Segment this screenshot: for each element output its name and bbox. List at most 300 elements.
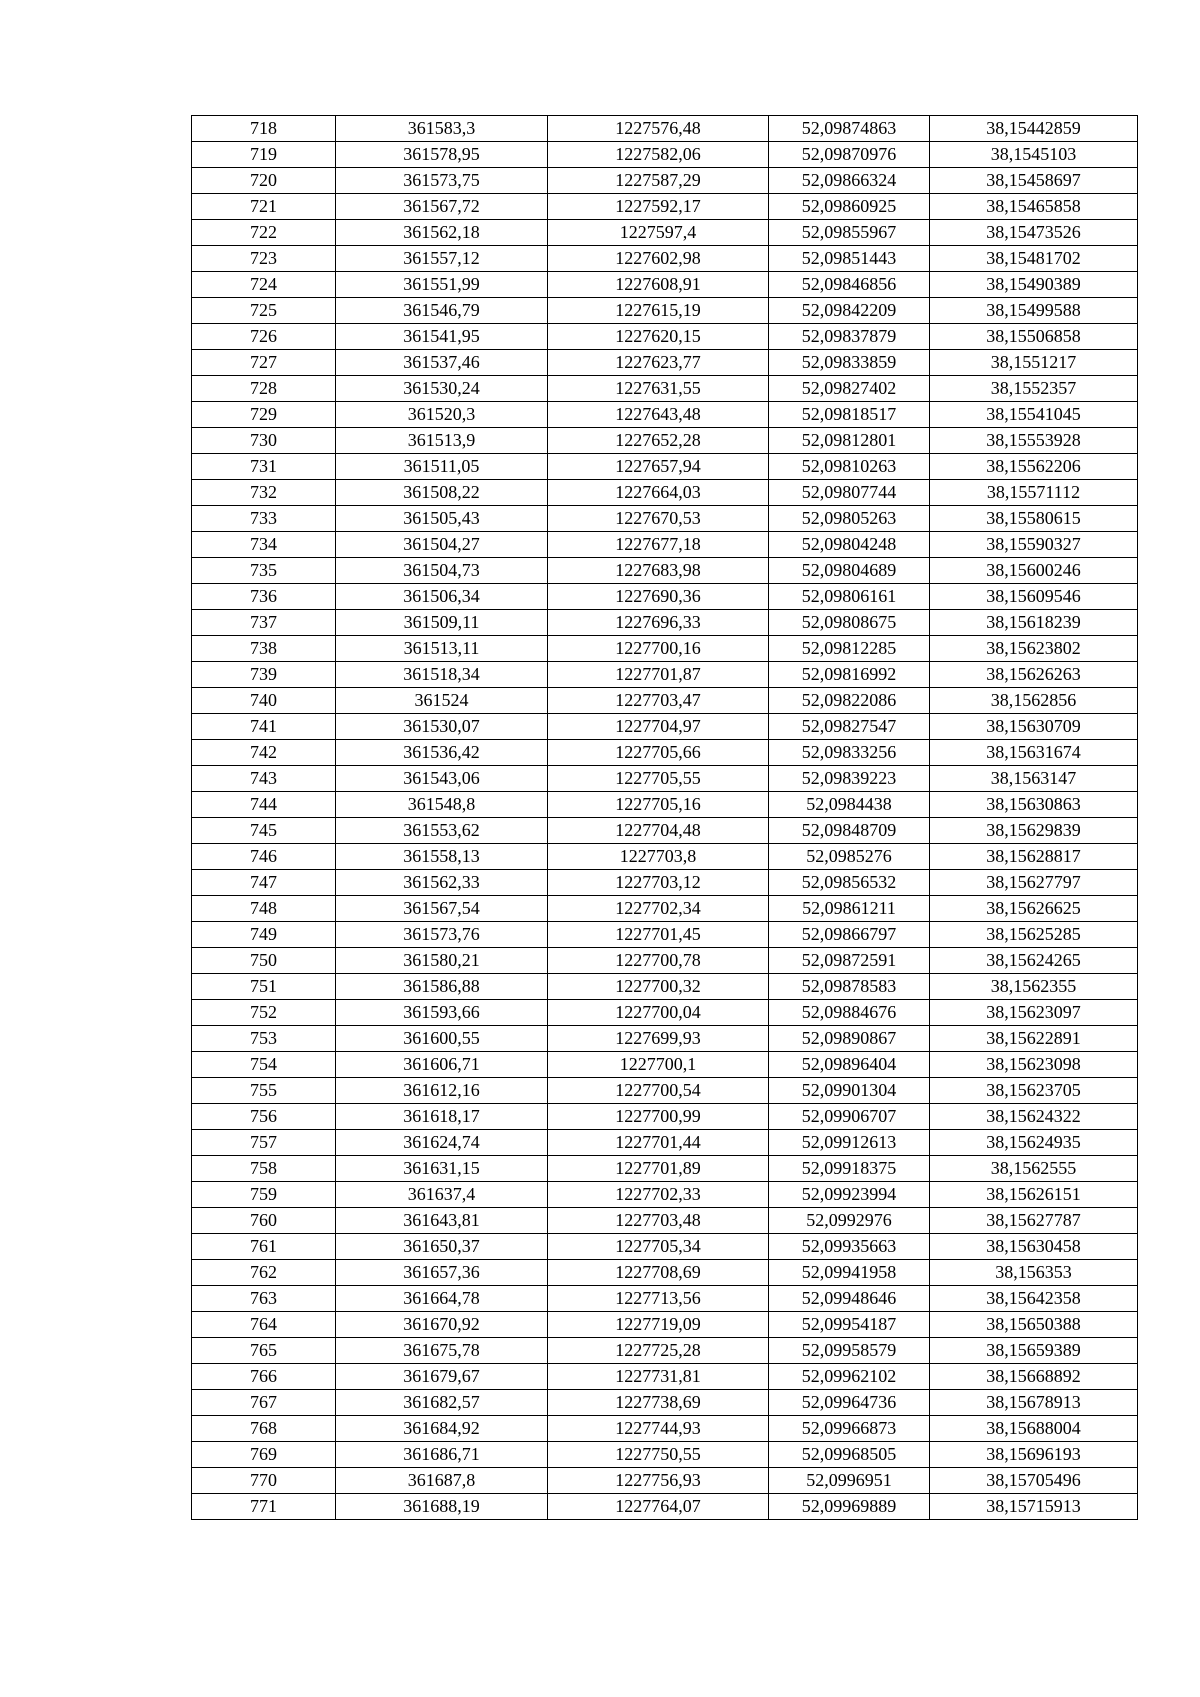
point-number-cell: 741 — [192, 714, 336, 740]
y-coordinate-cell: 1227703,48 — [548, 1208, 769, 1234]
longitude-cell: 38,15590327 — [930, 532, 1138, 558]
y-coordinate-cell: 1227703,12 — [548, 870, 769, 896]
longitude-cell: 38,1545103 — [930, 142, 1138, 168]
longitude-cell: 38,15600246 — [930, 558, 1138, 584]
point-number-cell: 757 — [192, 1130, 336, 1156]
latitude-cell: 52,09866324 — [769, 168, 930, 194]
point-number-cell: 769 — [192, 1442, 336, 1468]
table-row — [192, 1156, 1138, 1182]
latitude-cell: 52,09918375 — [769, 1156, 930, 1182]
table-row — [192, 948, 1138, 974]
point-number-cell: 748 — [192, 896, 336, 922]
table-row — [192, 142, 1138, 168]
table-row — [192, 688, 1138, 714]
longitude-cell: 38,1562355 — [930, 974, 1138, 1000]
point-number-cell: 770 — [192, 1468, 336, 1494]
y-coordinate-cell: 1227631,55 — [548, 376, 769, 402]
table-row — [192, 272, 1138, 298]
x-coordinate-cell: 361553,62 — [336, 818, 548, 844]
x-coordinate-cell: 361586,88 — [336, 974, 548, 1000]
table-row — [192, 1442, 1138, 1468]
x-coordinate-cell: 361543,06 — [336, 766, 548, 792]
y-coordinate-cell: 1227608,91 — [548, 272, 769, 298]
y-coordinate-cell: 1227602,98 — [548, 246, 769, 272]
point-number-cell: 758 — [192, 1156, 336, 1182]
y-coordinate-cell: 1227670,53 — [548, 506, 769, 532]
table-row — [192, 324, 1138, 350]
point-number-cell: 755 — [192, 1078, 336, 1104]
latitude-cell: 52,09842209 — [769, 298, 930, 324]
y-coordinate-cell: 1227587,29 — [548, 168, 769, 194]
x-coordinate-cell: 361511,05 — [336, 454, 548, 480]
longitude-cell: 38,15625285 — [930, 922, 1138, 948]
latitude-cell: 52,09884676 — [769, 1000, 930, 1026]
table-row — [192, 1494, 1138, 1520]
point-number-cell: 753 — [192, 1026, 336, 1052]
longitude-cell: 38,15626625 — [930, 896, 1138, 922]
y-coordinate-cell: 1227696,33 — [548, 610, 769, 636]
latitude-cell: 52,0984438 — [769, 792, 930, 818]
point-number-cell: 752 — [192, 1000, 336, 1026]
y-coordinate-cell: 1227702,33 — [548, 1182, 769, 1208]
x-coordinate-cell: 361686,71 — [336, 1442, 548, 1468]
table-row — [192, 922, 1138, 948]
y-coordinate-cell: 1227705,66 — [548, 740, 769, 766]
x-coordinate-cell: 361612,16 — [336, 1078, 548, 1104]
latitude-cell: 52,09833859 — [769, 350, 930, 376]
y-coordinate-cell: 1227677,18 — [548, 532, 769, 558]
y-coordinate-cell: 1227731,81 — [548, 1364, 769, 1390]
latitude-cell: 52,09839223 — [769, 766, 930, 792]
y-coordinate-cell: 1227713,56 — [548, 1286, 769, 1312]
y-coordinate-cell: 1227582,06 — [548, 142, 769, 168]
x-coordinate-cell: 361580,21 — [336, 948, 548, 974]
point-number-cell: 744 — [192, 792, 336, 818]
table-row — [192, 1026, 1138, 1052]
longitude-cell: 38,15626263 — [930, 662, 1138, 688]
table-row — [192, 376, 1138, 402]
latitude-cell: 52,09878583 — [769, 974, 930, 1000]
x-coordinate-cell: 361670,92 — [336, 1312, 548, 1338]
table-row — [192, 558, 1138, 584]
longitude-cell: 38,15624322 — [930, 1104, 1138, 1130]
table-row — [192, 480, 1138, 506]
y-coordinate-cell: 1227725,28 — [548, 1338, 769, 1364]
x-coordinate-cell: 361551,99 — [336, 272, 548, 298]
latitude-cell: 52,09812285 — [769, 636, 930, 662]
point-number-cell: 737 — [192, 610, 336, 636]
latitude-cell: 52,09923994 — [769, 1182, 930, 1208]
x-coordinate-cell: 361606,71 — [336, 1052, 548, 1078]
latitude-cell: 52,09912613 — [769, 1130, 930, 1156]
latitude-cell: 52,09804689 — [769, 558, 930, 584]
x-coordinate-cell: 361618,17 — [336, 1104, 548, 1130]
point-number-cell: 759 — [192, 1182, 336, 1208]
table-row — [192, 350, 1138, 376]
longitude-cell: 38,15553928 — [930, 428, 1138, 454]
point-number-cell: 750 — [192, 948, 336, 974]
table-row — [192, 818, 1138, 844]
x-coordinate-cell: 361688,19 — [336, 1494, 548, 1520]
latitude-cell: 52,09941958 — [769, 1260, 930, 1286]
x-coordinate-cell: 361530,24 — [336, 376, 548, 402]
table-row — [192, 506, 1138, 532]
x-coordinate-cell: 361537,46 — [336, 350, 548, 376]
y-coordinate-cell: 1227643,48 — [548, 402, 769, 428]
y-coordinate-cell: 1227708,69 — [548, 1260, 769, 1286]
y-coordinate-cell: 1227704,48 — [548, 818, 769, 844]
latitude-cell: 52,09827547 — [769, 714, 930, 740]
y-coordinate-cell: 1227700,04 — [548, 1000, 769, 1026]
longitude-cell: 38,15571112 — [930, 480, 1138, 506]
y-coordinate-cell: 1227701,89 — [548, 1156, 769, 1182]
coordinates-table — [191, 115, 1138, 1520]
y-coordinate-cell: 1227738,69 — [548, 1390, 769, 1416]
x-coordinate-cell: 361530,07 — [336, 714, 548, 740]
table-row — [192, 246, 1138, 272]
latitude-cell: 52,09808675 — [769, 610, 930, 636]
x-coordinate-cell: 361567,54 — [336, 896, 548, 922]
x-coordinate-cell: 361637,4 — [336, 1182, 548, 1208]
latitude-cell: 52,09860925 — [769, 194, 930, 220]
point-number-cell: 766 — [192, 1364, 336, 1390]
x-coordinate-cell: 361578,95 — [336, 142, 548, 168]
x-coordinate-cell: 361506,34 — [336, 584, 548, 610]
longitude-cell: 38,15630863 — [930, 792, 1138, 818]
point-number-cell: 762 — [192, 1260, 336, 1286]
table-row — [192, 1468, 1138, 1494]
x-coordinate-cell: 361524 — [336, 688, 548, 714]
longitude-cell: 38,15562206 — [930, 454, 1138, 480]
longitude-cell: 38,15623098 — [930, 1052, 1138, 1078]
x-coordinate-cell: 361558,13 — [336, 844, 548, 870]
point-number-cell: 763 — [192, 1286, 336, 1312]
x-coordinate-cell: 361518,34 — [336, 662, 548, 688]
y-coordinate-cell: 1227592,17 — [548, 194, 769, 220]
coordinates-table-body — [192, 116, 1138, 1520]
latitude-cell: 52,0985276 — [769, 844, 930, 870]
table-row — [192, 532, 1138, 558]
y-coordinate-cell: 1227700,16 — [548, 636, 769, 662]
x-coordinate-cell: 361567,72 — [336, 194, 548, 220]
latitude-cell: 52,09855967 — [769, 220, 930, 246]
longitude-cell: 38,15715913 — [930, 1494, 1138, 1520]
longitude-cell: 38,15631674 — [930, 740, 1138, 766]
x-coordinate-cell: 361546,79 — [336, 298, 548, 324]
x-coordinate-cell: 361583,3 — [336, 116, 548, 142]
point-number-cell: 726 — [192, 324, 336, 350]
longitude-cell: 38,15490389 — [930, 272, 1138, 298]
x-coordinate-cell: 361675,78 — [336, 1338, 548, 1364]
y-coordinate-cell: 1227701,44 — [548, 1130, 769, 1156]
latitude-cell: 52,09966873 — [769, 1416, 930, 1442]
y-coordinate-cell: 1227700,99 — [548, 1104, 769, 1130]
y-coordinate-cell: 1227657,94 — [548, 454, 769, 480]
point-number-cell: 751 — [192, 974, 336, 1000]
latitude-cell: 52,09827402 — [769, 376, 930, 402]
longitude-cell: 38,15473526 — [930, 220, 1138, 246]
latitude-cell: 52,09804248 — [769, 532, 930, 558]
longitude-cell: 38,156353 — [930, 1260, 1138, 1286]
y-coordinate-cell: 1227705,55 — [548, 766, 769, 792]
latitude-cell: 52,09848709 — [769, 818, 930, 844]
x-coordinate-cell: 361513,9 — [336, 428, 548, 454]
latitude-cell: 52,09872591 — [769, 948, 930, 974]
x-coordinate-cell: 361573,75 — [336, 168, 548, 194]
y-coordinate-cell: 1227700,1 — [548, 1052, 769, 1078]
table-row — [192, 1208, 1138, 1234]
longitude-cell: 38,15688004 — [930, 1416, 1138, 1442]
table-row — [192, 636, 1138, 662]
point-number-cell: 733 — [192, 506, 336, 532]
longitude-cell: 38,15506858 — [930, 324, 1138, 350]
table-row — [192, 792, 1138, 818]
table-row — [192, 1286, 1138, 1312]
point-number-cell: 746 — [192, 844, 336, 870]
y-coordinate-cell: 1227597,4 — [548, 220, 769, 246]
point-number-cell: 722 — [192, 220, 336, 246]
point-number-cell: 725 — [192, 298, 336, 324]
x-coordinate-cell: 361682,57 — [336, 1390, 548, 1416]
y-coordinate-cell: 1227690,36 — [548, 584, 769, 610]
latitude-cell: 52,09810263 — [769, 454, 930, 480]
x-coordinate-cell: 361562,33 — [336, 870, 548, 896]
table-row — [192, 1000, 1138, 1026]
longitude-cell: 38,15650388 — [930, 1312, 1138, 1338]
point-number-cell: 749 — [192, 922, 336, 948]
x-coordinate-cell: 361679,67 — [336, 1364, 548, 1390]
y-coordinate-cell: 1227703,47 — [548, 688, 769, 714]
table-row — [192, 974, 1138, 1000]
x-coordinate-cell: 361504,73 — [336, 558, 548, 584]
latitude-cell: 52,09948646 — [769, 1286, 930, 1312]
point-number-cell: 745 — [192, 818, 336, 844]
x-coordinate-cell: 361562,18 — [336, 220, 548, 246]
table-row — [192, 1312, 1138, 1338]
y-coordinate-cell: 1227664,03 — [548, 480, 769, 506]
point-number-cell: 719 — [192, 142, 336, 168]
longitude-cell: 38,15622891 — [930, 1026, 1138, 1052]
point-number-cell: 720 — [192, 168, 336, 194]
y-coordinate-cell: 1227744,93 — [548, 1416, 769, 1442]
latitude-cell: 52,09822086 — [769, 688, 930, 714]
point-number-cell: 742 — [192, 740, 336, 766]
latitude-cell: 52,09962102 — [769, 1364, 930, 1390]
longitude-cell: 38,15696193 — [930, 1442, 1138, 1468]
latitude-cell: 52,09964736 — [769, 1390, 930, 1416]
point-number-cell: 740 — [192, 688, 336, 714]
latitude-cell: 52,09846856 — [769, 272, 930, 298]
longitude-cell: 38,15705496 — [930, 1468, 1138, 1494]
longitude-cell: 38,15630458 — [930, 1234, 1138, 1260]
x-coordinate-cell: 361657,36 — [336, 1260, 548, 1286]
latitude-cell: 52,09890867 — [769, 1026, 930, 1052]
longitude-cell: 38,15609546 — [930, 584, 1138, 610]
point-number-cell: 728 — [192, 376, 336, 402]
y-coordinate-cell: 1227705,34 — [548, 1234, 769, 1260]
point-number-cell: 760 — [192, 1208, 336, 1234]
table-row — [192, 1052, 1138, 1078]
table-row — [192, 1182, 1138, 1208]
table-row — [192, 194, 1138, 220]
table-row — [192, 298, 1138, 324]
point-number-cell: 727 — [192, 350, 336, 376]
x-coordinate-cell: 361650,37 — [336, 1234, 548, 1260]
point-number-cell: 761 — [192, 1234, 336, 1260]
point-number-cell: 723 — [192, 246, 336, 272]
latitude-cell: 52,09818517 — [769, 402, 930, 428]
point-number-cell: 730 — [192, 428, 336, 454]
table-row — [192, 428, 1138, 454]
longitude-cell: 38,1552357 — [930, 376, 1138, 402]
y-coordinate-cell: 1227705,16 — [548, 792, 769, 818]
longitude-cell: 38,15624935 — [930, 1130, 1138, 1156]
longitude-cell: 38,1562555 — [930, 1156, 1138, 1182]
x-coordinate-cell: 361643,81 — [336, 1208, 548, 1234]
longitude-cell: 38,15627797 — [930, 870, 1138, 896]
y-coordinate-cell: 1227764,07 — [548, 1494, 769, 1520]
latitude-cell: 52,09805263 — [769, 506, 930, 532]
longitude-cell: 38,1563147 — [930, 766, 1138, 792]
table-row — [192, 844, 1138, 870]
latitude-cell: 52,09896404 — [769, 1052, 930, 1078]
point-number-cell: 736 — [192, 584, 336, 610]
y-coordinate-cell: 1227699,93 — [548, 1026, 769, 1052]
longitude-cell: 38,15623097 — [930, 1000, 1138, 1026]
x-coordinate-cell: 361508,22 — [336, 480, 548, 506]
table-row — [192, 740, 1138, 766]
x-coordinate-cell: 361684,92 — [336, 1416, 548, 1442]
longitude-cell: 38,15541045 — [930, 402, 1138, 428]
x-coordinate-cell: 361541,95 — [336, 324, 548, 350]
latitude-cell: 52,09812801 — [769, 428, 930, 454]
longitude-cell: 38,15481702 — [930, 246, 1138, 272]
table-row — [192, 1338, 1138, 1364]
latitude-cell: 52,09906707 — [769, 1104, 930, 1130]
y-coordinate-cell: 1227704,97 — [548, 714, 769, 740]
table-row — [192, 168, 1138, 194]
longitude-cell: 38,15618239 — [930, 610, 1138, 636]
latitude-cell: 52,09954187 — [769, 1312, 930, 1338]
point-number-cell: 771 — [192, 1494, 336, 1520]
table-row — [192, 1078, 1138, 1104]
y-coordinate-cell: 1227702,34 — [548, 896, 769, 922]
longitude-cell: 38,15678913 — [930, 1390, 1138, 1416]
longitude-cell: 38,15465858 — [930, 194, 1138, 220]
latitude-cell: 52,09901304 — [769, 1078, 930, 1104]
y-coordinate-cell: 1227719,09 — [548, 1312, 769, 1338]
x-coordinate-cell: 361504,27 — [336, 532, 548, 558]
longitude-cell: 38,15630709 — [930, 714, 1138, 740]
latitude-cell: 52,09851443 — [769, 246, 930, 272]
point-number-cell: 732 — [192, 480, 336, 506]
y-coordinate-cell: 1227701,87 — [548, 662, 769, 688]
y-coordinate-cell: 1227750,55 — [548, 1442, 769, 1468]
latitude-cell: 52,09968505 — [769, 1442, 930, 1468]
longitude-cell: 38,15623802 — [930, 636, 1138, 662]
y-coordinate-cell: 1227700,78 — [548, 948, 769, 974]
x-coordinate-cell: 361573,76 — [336, 922, 548, 948]
point-number-cell: 747 — [192, 870, 336, 896]
latitude-cell: 52,09969889 — [769, 1494, 930, 1520]
table-row — [192, 1416, 1138, 1442]
table-row — [192, 1130, 1138, 1156]
latitude-cell: 52,09958579 — [769, 1338, 930, 1364]
point-number-cell: 768 — [192, 1416, 336, 1442]
table-row — [192, 584, 1138, 610]
longitude-cell: 38,15580615 — [930, 506, 1138, 532]
table-row — [192, 896, 1138, 922]
point-number-cell: 718 — [192, 116, 336, 142]
point-number-cell: 721 — [192, 194, 336, 220]
table-row — [192, 610, 1138, 636]
latitude-cell: 52,09837879 — [769, 324, 930, 350]
longitude-cell: 38,15642358 — [930, 1286, 1138, 1312]
y-coordinate-cell: 1227700,32 — [548, 974, 769, 1000]
point-number-cell: 729 — [192, 402, 336, 428]
latitude-cell: 52,09935663 — [769, 1234, 930, 1260]
table-row — [192, 1390, 1138, 1416]
y-coordinate-cell: 1227700,54 — [548, 1078, 769, 1104]
point-number-cell: 743 — [192, 766, 336, 792]
table-row — [192, 220, 1138, 246]
longitude-cell: 38,15442859 — [930, 116, 1138, 142]
longitude-cell: 38,15458697 — [930, 168, 1138, 194]
longitude-cell: 38,15623705 — [930, 1078, 1138, 1104]
x-coordinate-cell: 361505,43 — [336, 506, 548, 532]
x-coordinate-cell: 361664,78 — [336, 1286, 548, 1312]
longitude-cell: 38,1551217 — [930, 350, 1138, 376]
latitude-cell: 52,0996951 — [769, 1468, 930, 1494]
x-coordinate-cell: 361520,3 — [336, 402, 548, 428]
latitude-cell: 52,09861211 — [769, 896, 930, 922]
x-coordinate-cell: 361513,11 — [336, 636, 548, 662]
point-number-cell: 765 — [192, 1338, 336, 1364]
x-coordinate-cell: 361557,12 — [336, 246, 548, 272]
point-number-cell: 731 — [192, 454, 336, 480]
latitude-cell: 52,09833256 — [769, 740, 930, 766]
y-coordinate-cell: 1227701,45 — [548, 922, 769, 948]
point-number-cell: 754 — [192, 1052, 336, 1078]
x-coordinate-cell: 361593,66 — [336, 1000, 548, 1026]
table-row — [192, 1260, 1138, 1286]
longitude-cell: 38,15629839 — [930, 818, 1138, 844]
latitude-cell: 52,09866797 — [769, 922, 930, 948]
point-number-cell: 767 — [192, 1390, 336, 1416]
x-coordinate-cell: 361687,8 — [336, 1468, 548, 1494]
point-number-cell: 756 — [192, 1104, 336, 1130]
x-coordinate-cell: 361536,42 — [336, 740, 548, 766]
longitude-cell: 38,15659389 — [930, 1338, 1138, 1364]
longitude-cell: 38,15624265 — [930, 948, 1138, 974]
table-row — [192, 1104, 1138, 1130]
longitude-cell: 38,15499588 — [930, 298, 1138, 324]
longitude-cell: 38,15628817 — [930, 844, 1138, 870]
latitude-cell: 52,09856532 — [769, 870, 930, 896]
point-number-cell: 734 — [192, 532, 336, 558]
latitude-cell: 52,0992976 — [769, 1208, 930, 1234]
longitude-cell: 38,15627787 — [930, 1208, 1138, 1234]
table-row — [192, 1364, 1138, 1390]
x-coordinate-cell: 361509,11 — [336, 610, 548, 636]
table-row — [192, 402, 1138, 428]
latitude-cell: 52,09806161 — [769, 584, 930, 610]
table-row — [192, 116, 1138, 142]
point-number-cell: 739 — [192, 662, 336, 688]
x-coordinate-cell: 361600,55 — [336, 1026, 548, 1052]
point-number-cell: 735 — [192, 558, 336, 584]
y-coordinate-cell: 1227703,8 — [548, 844, 769, 870]
